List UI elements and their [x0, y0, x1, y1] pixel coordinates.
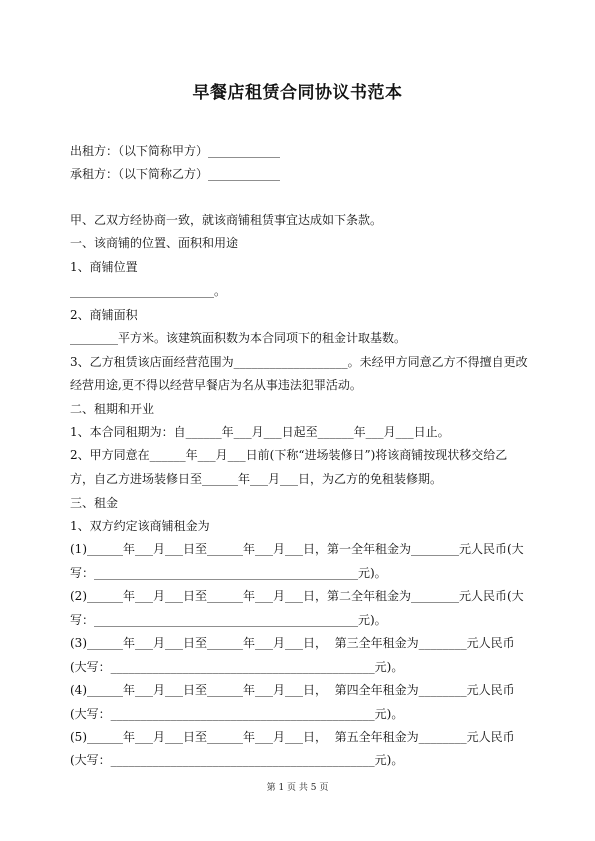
rent-year-2-line-1: (2)______年___月___日至______年___月___日，第二全年租金为________元人民币(大 [70, 589, 524, 603]
rent-year-5-line-2: (大写：____________________________________________元)。 [70, 753, 404, 767]
section-1-heading: 一、该商铺的位置、面积和用途 [70, 236, 239, 250]
section-3-heading: 三、租金 [70, 496, 119, 510]
rent-year-1-line-2: 写：____________________________________________元)。 [70, 566, 387, 580]
clause-1-3-line-1: 3、乙方租赁该店面经营范围为___________________。未经甲方同意乙方不得擅自更改 [70, 355, 528, 369]
section-2-heading: 二、租期和开业 [70, 402, 155, 416]
page-number-footer: 第 1 页 共 5 页 [266, 783, 329, 793]
clause-2-2-line-2: 方，自乙方进场装修日至______年___月___日，为乙方的免租装修期。 [70, 472, 443, 486]
intro-paragraph: 甲、乙双方经协商一致，就该商铺租赁事宜达成如下条款。 [70, 213, 383, 227]
rent-year-2-line-2: 写：____________________________________________元)。 [70, 613, 387, 627]
clause-1-2-text: ________平方米。该建筑面积数为本合同项下的租金计取基数。 [70, 331, 407, 345]
rent-year-4-line-2: (大写：____________________________________________元)。 [70, 707, 404, 721]
clause-1-1-heading: 1、商铺位置 [70, 260, 138, 274]
clause-2-2-line-1: 2、甲方同意在______年___月___日前(下称“进场装修日”)将该商铺按现状移交给乙 [70, 448, 508, 462]
clause-1-3-line-2: 经营用途,更不得以经营早餐店为名从事违法犯罪活动。 [70, 378, 362, 392]
clause-2-1: 1、本合同租期为：自______年___月___日起至______年___月___日止。 [70, 425, 450, 439]
clause-3-1: 1、双方约定该商铺租金为 [70, 519, 210, 533]
lessee-line: 承租方：（以下简称乙方）____________ [70, 167, 281, 181]
clause-1-2-heading: 2、商铺面积 [70, 308, 138, 322]
document-title: 早餐店租赁合同协议书范本 [192, 83, 403, 103]
rent-year-4-line-1: (4)______年___月___日至______年___月___日， 第四全年租金为________元人民币 [70, 683, 515, 697]
rent-year-1-line-1: (1)______年___月___日至______年___月___日，第一全年租金为________元人民币(大 [70, 542, 524, 556]
rent-year-3-line-2: (大写：____________________________________________元)。 [70, 660, 404, 674]
clause-1-1-blank: ________________________。 [70, 284, 227, 298]
lessor-line: 出租方：（以下简称甲方）____________ [70, 144, 281, 158]
rent-year-3-line-1: (3)______年___月___日至______年___月___日， 第三全年租金为________元人民币 [70, 636, 515, 650]
rent-year-5-line-1: (5)______年___月___日至______年___月___日， 第五全年租金为________元人民币 [70, 730, 515, 744]
